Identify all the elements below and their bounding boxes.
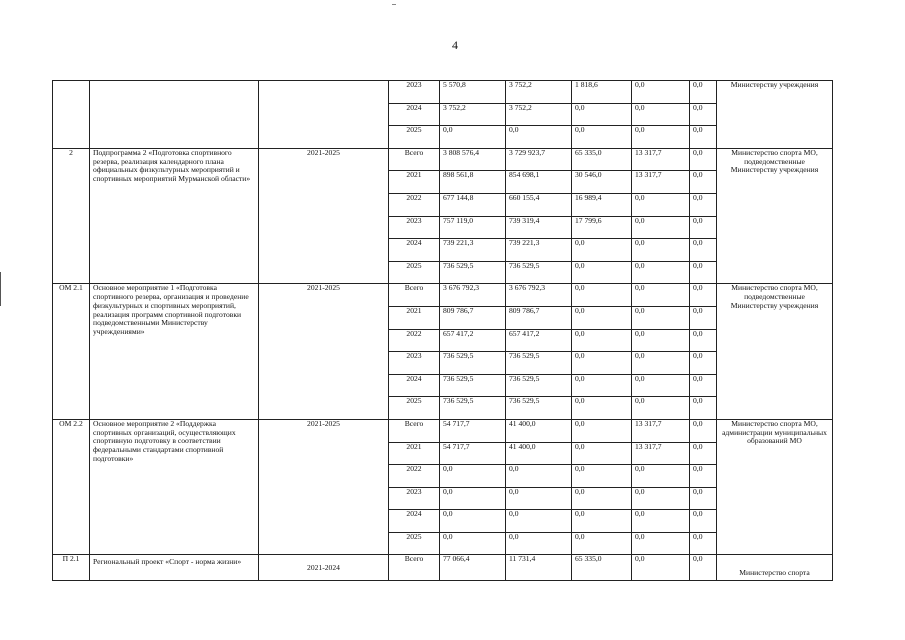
year-cell: 2023 xyxy=(389,487,440,510)
amount-cell: 0,0 xyxy=(572,397,632,420)
amount-cell: 0,0 xyxy=(690,532,717,555)
row-period: 2021-2025 xyxy=(259,148,389,284)
amount-cell: 0,0 xyxy=(632,352,690,375)
row-code: П 2.1 xyxy=(53,555,90,581)
amount-cell: 660 155,4 xyxy=(506,193,572,216)
table-row xyxy=(53,555,833,581)
table-row xyxy=(53,284,833,307)
amount-cell: 736 529,5 xyxy=(506,352,572,375)
amount-cell: 3 752,2 xyxy=(506,103,572,126)
scan-mark xyxy=(0,272,1,306)
amount-cell: 0,0 xyxy=(506,487,572,510)
amount-cell: 0,0 xyxy=(632,81,690,104)
year-cell: 2025 xyxy=(389,126,440,149)
amount-cell: 0,0 xyxy=(632,239,690,262)
amount-cell: 0,0 xyxy=(440,126,506,149)
row-executor: Министерство спорта МО, подведомственные Министерству учреждения xyxy=(717,284,833,420)
row-code: ОМ 2.2 xyxy=(53,419,90,555)
year-cell: 2024 xyxy=(389,239,440,262)
amount-cell: 3 676 792,3 xyxy=(506,284,572,307)
amount-cell: 0,0 xyxy=(690,352,717,375)
amount-cell: 0,0 xyxy=(690,216,717,239)
amount-cell: 11 731,4 xyxy=(506,555,572,581)
amount-cell: 3 752,2 xyxy=(506,81,572,104)
amount-cell: 0,0 xyxy=(572,419,632,442)
amount-cell: 30 546,0 xyxy=(572,171,632,194)
amount-cell: 0,0 xyxy=(632,510,690,533)
amount-cell: 0,0 xyxy=(690,329,717,352)
year-cell: Всего xyxy=(389,555,440,581)
amount-cell: 0,0 xyxy=(632,487,690,510)
amount-cell: 0,0 xyxy=(690,487,717,510)
amount-cell: 736 529,5 xyxy=(440,374,506,397)
amount-cell: 0,0 xyxy=(690,465,717,488)
amount-cell: 0,0 xyxy=(690,81,717,104)
amount-cell: 657 417,2 xyxy=(506,329,572,352)
amount-cell: 0,0 xyxy=(690,284,717,307)
amount-cell: 0,0 xyxy=(572,465,632,488)
amount-cell: 0,0 xyxy=(632,103,690,126)
amount-cell: 0,0 xyxy=(572,261,632,284)
amount-cell: 0,0 xyxy=(506,126,572,149)
amount-cell: 0,0 xyxy=(690,103,717,126)
amount-cell: 0,0 xyxy=(506,465,572,488)
amount-cell: 0,0 xyxy=(690,374,717,397)
amount-cell: 77 066,4 xyxy=(440,555,506,581)
table-row xyxy=(53,81,833,104)
year-cell: 2023 xyxy=(389,81,440,104)
year-cell: 2021 xyxy=(389,171,440,194)
amount-cell: 3 752,2 xyxy=(440,103,506,126)
amount-cell: 0,0 xyxy=(632,216,690,239)
row-period: 2021-2025 xyxy=(259,419,389,555)
row-executor: Министерство спорта МО, подведомственные Министерству учреждения xyxy=(717,148,833,284)
amount-cell: 0,0 xyxy=(572,532,632,555)
amount-cell: 736 529,5 xyxy=(440,352,506,375)
amount-cell: 736 529,5 xyxy=(440,397,506,420)
amount-cell: 0,0 xyxy=(690,239,717,262)
table-row xyxy=(53,419,833,442)
budget-table-body xyxy=(53,81,833,581)
row-code: ОМ 2.1 xyxy=(53,284,90,420)
amount-cell: 757 119,0 xyxy=(440,216,506,239)
amount-cell: 0,0 xyxy=(506,510,572,533)
amount-cell: 13 317,7 xyxy=(632,419,690,442)
amount-cell: 0,0 xyxy=(632,465,690,488)
amount-cell: 739 319,4 xyxy=(506,216,572,239)
row-name xyxy=(90,81,259,149)
amount-cell: 739 221,3 xyxy=(506,239,572,262)
amount-cell: 0,0 xyxy=(632,397,690,420)
row-name: Региональный проект «Спорт - норма жизни» xyxy=(90,555,259,581)
amount-cell: 0,0 xyxy=(440,510,506,533)
amount-cell: 0,0 xyxy=(690,193,717,216)
amount-cell: 809 786,7 xyxy=(440,306,506,329)
row-executor: Министерству учреждения xyxy=(717,81,833,149)
year-cell: 2023 xyxy=(389,216,440,239)
amount-cell: 0,0 xyxy=(572,510,632,533)
year-cell: 2025 xyxy=(389,397,440,420)
row-name: Основное мероприятие 2 «Поддержка спортивных организаций, осуществляющих спортивную подготовку в соответствии федеральными стандартами спортивной подготовки» xyxy=(90,419,259,555)
amount-cell: 739 221,3 xyxy=(440,239,506,262)
amount-cell: 13 317,7 xyxy=(632,148,690,171)
amount-cell: 0,0 xyxy=(440,487,506,510)
amount-cell: 0,0 xyxy=(690,148,717,171)
amount-cell: 0,0 xyxy=(632,193,690,216)
amount-cell: 0,0 xyxy=(632,329,690,352)
amount-cell: 736 529,5 xyxy=(440,261,506,284)
amount-cell: 0,0 xyxy=(572,352,632,375)
amount-cell: 0,0 xyxy=(690,126,717,149)
amount-cell: 736 529,5 xyxy=(506,397,572,420)
amount-cell: 41 400,0 xyxy=(506,442,572,465)
amount-cell: 0,0 xyxy=(690,510,717,533)
amount-cell: 0,0 xyxy=(572,126,632,149)
amount-cell: 0,0 xyxy=(632,374,690,397)
amount-cell: 0,0 xyxy=(632,306,690,329)
amount-cell: 3 808 576,4 xyxy=(440,148,506,171)
amount-cell: 736 529,5 xyxy=(506,374,572,397)
year-cell: Всего xyxy=(389,419,440,442)
amount-cell: 54 717,7 xyxy=(440,442,506,465)
year-cell: 2024 xyxy=(389,510,440,533)
amount-cell: 5 570,8 xyxy=(440,81,506,104)
year-cell: 2022 xyxy=(389,465,440,488)
row-code: 2 xyxy=(53,148,90,284)
amount-cell: 0,0 xyxy=(572,306,632,329)
year-cell: 2022 xyxy=(389,329,440,352)
amount-cell: 41 400,0 xyxy=(506,419,572,442)
amount-cell: 13 317,7 xyxy=(632,171,690,194)
amount-cell: 0,0 xyxy=(506,532,572,555)
amount-cell: 0,0 xyxy=(440,465,506,488)
year-cell: 2021 xyxy=(389,442,440,465)
amount-cell: 0,0 xyxy=(572,329,632,352)
amount-cell: 0,0 xyxy=(632,261,690,284)
row-name: Основное мероприятие 1 «Подготовка спортивного резерва, организация и проведение физкультурных и спортивных мероприятий, реализация программ спортивной подготовки подведомственными Министерству учреждениями» xyxy=(90,284,259,420)
amount-cell: 677 144,8 xyxy=(440,193,506,216)
amount-cell: 17 799,6 xyxy=(572,216,632,239)
year-cell: Всего xyxy=(389,148,440,171)
row-name: Подпрограмма 2 «Подготовка спортивного резерва, реализация календарного плана официальных физкультурных мероприятий и спортивных мероприятий Мурманской области» xyxy=(90,148,259,284)
table-row xyxy=(53,148,833,171)
amount-cell: 0,0 xyxy=(572,442,632,465)
year-cell: Всего xyxy=(389,284,440,307)
amount-cell: 16 989,4 xyxy=(572,193,632,216)
amount-cell: 0,0 xyxy=(690,261,717,284)
amount-cell: 54 717,7 xyxy=(440,419,506,442)
year-cell: 2024 xyxy=(389,103,440,126)
amount-cell: 854 698,1 xyxy=(506,171,572,194)
year-cell: 2025 xyxy=(389,261,440,284)
year-cell: 2021 xyxy=(389,306,440,329)
amount-cell: 0,0 xyxy=(572,239,632,262)
row-period xyxy=(259,81,389,149)
row-period: 2021-2025 xyxy=(259,284,389,420)
amount-cell: 0,0 xyxy=(572,103,632,126)
row-period: 2021-2024 xyxy=(259,555,389,581)
budget-table xyxy=(52,80,833,581)
year-cell: 2025 xyxy=(389,532,440,555)
amount-cell: 1 818,6 xyxy=(572,81,632,104)
amount-cell: 0,0 xyxy=(632,555,690,581)
amount-cell: 0,0 xyxy=(690,306,717,329)
amount-cell: 657 417,2 xyxy=(440,329,506,352)
amount-cell: 0,0 xyxy=(572,284,632,307)
amount-cell: 0,0 xyxy=(632,532,690,555)
page-number: 4 xyxy=(452,38,458,52)
amount-cell: 898 561,8 xyxy=(440,171,506,194)
amount-cell: 0,0 xyxy=(632,284,690,307)
amount-cell: 736 529,5 xyxy=(506,261,572,284)
row-code xyxy=(53,81,90,149)
amount-cell: 0,0 xyxy=(690,442,717,465)
amount-cell: 13 317,7 xyxy=(632,442,690,465)
amount-cell: 65 335,0 xyxy=(572,555,632,581)
year-cell: 2024 xyxy=(389,374,440,397)
row-executor: Министерство спорта xyxy=(717,555,833,581)
amount-cell: 3 676 792,3 xyxy=(440,284,506,307)
amount-cell: 0,0 xyxy=(440,532,506,555)
amount-cell: 0,0 xyxy=(690,171,717,194)
amount-cell: 0,0 xyxy=(690,419,717,442)
amount-cell: 0,0 xyxy=(572,374,632,397)
amount-cell: 0,0 xyxy=(690,555,717,581)
amount-cell: 65 335,0 xyxy=(572,148,632,171)
year-cell: 2022 xyxy=(389,193,440,216)
amount-cell: 3 729 923,7 xyxy=(506,148,572,171)
amount-cell: 0,0 xyxy=(690,397,717,420)
row-executor: Министерство спорта МО, администрации муниципальных образований МО xyxy=(717,419,833,555)
scan-mark xyxy=(392,4,396,5)
year-cell: 2023 xyxy=(389,352,440,375)
amount-cell: 809 786,7 xyxy=(506,306,572,329)
amount-cell: 0,0 xyxy=(632,126,690,149)
amount-cell: 0,0 xyxy=(572,487,632,510)
